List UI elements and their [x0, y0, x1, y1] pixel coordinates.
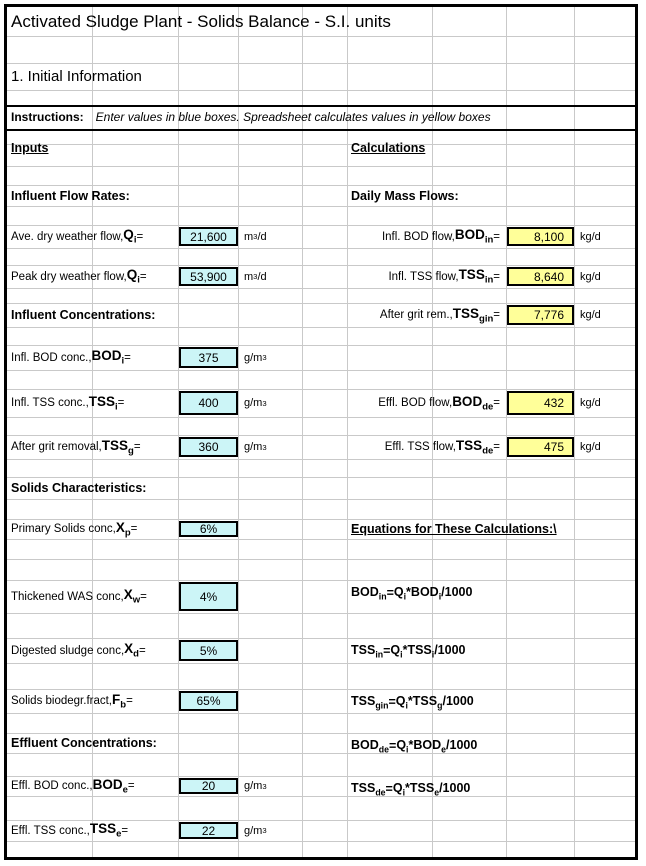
variable-symbol: $TSS_{de}$	[455, 437, 494, 457]
input-value-box[interactable]: 20	[179, 778, 238, 794]
equation-text: $TSS_{de}$ = $Q_i*TSS_e/1000$	[351, 780, 471, 798]
input-value-box[interactable]: 53,900	[179, 267, 238, 286]
input-row-label: Digested sludge conc, $X_d$ =	[11, 641, 146, 660]
input-row-label: Peak dry weather flow, $Q_i$ =	[11, 267, 147, 286]
variable-symbol: $BOD_i$	[91, 348, 125, 367]
variable-symbol: $TSS_e$	[89, 821, 122, 840]
grid-hline	[7, 539, 635, 540]
unit-label: g/m 3	[244, 351, 267, 364]
input-row-label: Effl. TSS conc., $TSS_e$ =	[11, 821, 129, 840]
unit-label: g/m 3	[244, 824, 267, 837]
variable-symbol: $X_p$	[115, 519, 131, 539]
variable-symbol: $BOD_{in}$	[454, 227, 494, 246]
input-row-label: Ave. dry weather flow, $Q_i$ =	[11, 227, 144, 246]
grid-hline	[7, 288, 635, 289]
input-row-label: Infl. BOD conc., $BOD_i$ =	[11, 348, 131, 367]
variable-symbol: $BOD_e$	[92, 776, 128, 796]
input-value-box[interactable]: 6%	[179, 521, 238, 537]
grid-vline	[238, 7, 239, 857]
input-row-label: After grit removal, $TSS_g$ =	[11, 437, 141, 457]
instructions-label: Instructions:	[11, 110, 84, 124]
variable-symbol: $Q_i$	[123, 227, 137, 246]
input-row-label: Infl. TSS conc., $TSS_i$ =	[11, 393, 125, 413]
grid-hline	[7, 36, 635, 37]
input-row-label: Primary Solids conc, $X_p$ =	[11, 519, 138, 539]
input-value-box[interactable]: 4%	[179, 582, 238, 611]
calc-value-box: 475	[507, 437, 574, 457]
calc-value-box: 8,100	[507, 227, 574, 246]
variable-symbol: $Q_i$	[126, 267, 140, 286]
calc-row-label: Infl. BOD flow, $BOD_{in}$ =	[381, 227, 500, 246]
group-title-effluent-concentrations: Effluent Concentrations:	[11, 736, 157, 750]
calc-row-label: Effl. TSS flow, $TSS_{de}$ =	[384, 437, 500, 457]
grid-hline	[7, 417, 635, 418]
calc-row-label: Effl. BOD flow, $BOD_{de}$ =	[378, 393, 500, 413]
variable-symbol: $X_w$	[123, 587, 141, 606]
unit-label: kg/d	[580, 397, 601, 409]
grid-vline	[574, 7, 575, 857]
section-heading: 1. Initial Information	[11, 68, 142, 85]
input-value-box[interactable]: 21,600	[179, 227, 238, 246]
calc-value-box: 432	[507, 391, 574, 415]
grid-hline	[7, 613, 635, 614]
equation-text: $TSS_{gin}$ = $Q_i*TSS_g/1000$	[351, 693, 474, 711]
calc-value-box: 7,776	[507, 305, 574, 325]
grid-hline	[7, 166, 635, 167]
grid-hline	[7, 206, 635, 207]
grid-hline	[7, 559, 635, 560]
grid-hline	[7, 370, 635, 371]
calc-row-label: Infl. TSS flow, $TSS_{in}$ =	[388, 267, 500, 286]
grid-hline	[7, 248, 635, 249]
equation-text: $TSS_{in}$ = $Q_i*TSS_i/1000$	[351, 642, 466, 660]
instructions-row	[7, 105, 635, 129]
input-value-box[interactable]: 65%	[179, 691, 238, 711]
unit-label: kg/d	[580, 270, 601, 283]
unit-label: g/m 3	[244, 780, 267, 792]
unit-label: kg/d	[580, 441, 601, 453]
unit-label: g/m 3	[244, 441, 267, 453]
equations-heading: Equations for These Calculations:\	[351, 522, 557, 536]
variable-symbol: $TSS_g$	[101, 437, 134, 457]
calc-value-box: 8,640	[507, 267, 574, 286]
grid-vline	[178, 7, 179, 857]
equation-text: $BOD_{in}$ = $Q_i*BOD_i/1000$	[351, 584, 473, 602]
input-value-box[interactable]: 400	[179, 391, 238, 415]
grid-hline	[7, 459, 635, 460]
input-value-box[interactable]: 5%	[179, 640, 238, 661]
page-title: Activated Sludge Plant - Solids Balance - S.I. units	[11, 11, 391, 31]
equation-text: $BOD_{de}$ = $Q_i*BOD_e/1000$	[351, 737, 478, 755]
variable-symbol: $TSS_{in}$	[458, 267, 494, 286]
grid-hline	[7, 327, 635, 328]
unit-label: kg/d	[580, 309, 601, 321]
unit-label: kg/d	[580, 230, 601, 243]
variable-symbol: $X_d$	[124, 641, 139, 660]
input-row-label: Thickened WAS conc, $X_w$ =	[11, 587, 147, 606]
spreadsheet-frame	[4, 4, 638, 860]
group-title-influent-concentrations: Influent Concentrations:	[11, 308, 156, 322]
spreadsheet-grid	[7, 7, 635, 857]
input-row-label: Solids biodegr.fract, $F_b$ =	[11, 691, 133, 711]
inputs-heading: Inputs	[11, 140, 49, 155]
group-title-influent-flow-rates: Influent Flow Rates:	[11, 188, 130, 203]
grid-hline	[7, 499, 635, 500]
grid-hline	[7, 90, 635, 91]
group-title-daily-mass-flows: Daily Mass Flows:	[351, 188, 459, 203]
grid-hline	[7, 841, 635, 842]
calc-row-label: After grit rem., $TSS_{gin}$ =	[379, 305, 500, 325]
input-row-label: Effl. BOD conc., $BOD_e$ =	[11, 776, 135, 796]
input-value-box[interactable]: 375	[179, 347, 238, 368]
unit-label: g/m 3	[244, 397, 267, 409]
instructions-text: Enter values in blue boxes. Spreadsheet calculates values in yellow boxes	[95, 110, 491, 124]
input-value-box[interactable]: 22	[179, 822, 238, 839]
variable-symbol: $F_b$	[112, 691, 127, 711]
unit-label: m 3 /d	[244, 270, 267, 283]
grid-vline	[302, 7, 303, 857]
variable-symbol: $TSS_{gin}$	[452, 305, 494, 325]
unit-label: m 3 /d	[244, 230, 267, 243]
input-value-box[interactable]: 360	[179, 437, 238, 457]
calculations-heading: Calculations	[351, 140, 426, 155]
group-title-solids-characteristics: Solids Characteristics:	[11, 481, 147, 495]
variable-symbol: $TSS_i$	[88, 393, 118, 413]
variable-symbol: $BOD_{de}$	[452, 393, 494, 413]
